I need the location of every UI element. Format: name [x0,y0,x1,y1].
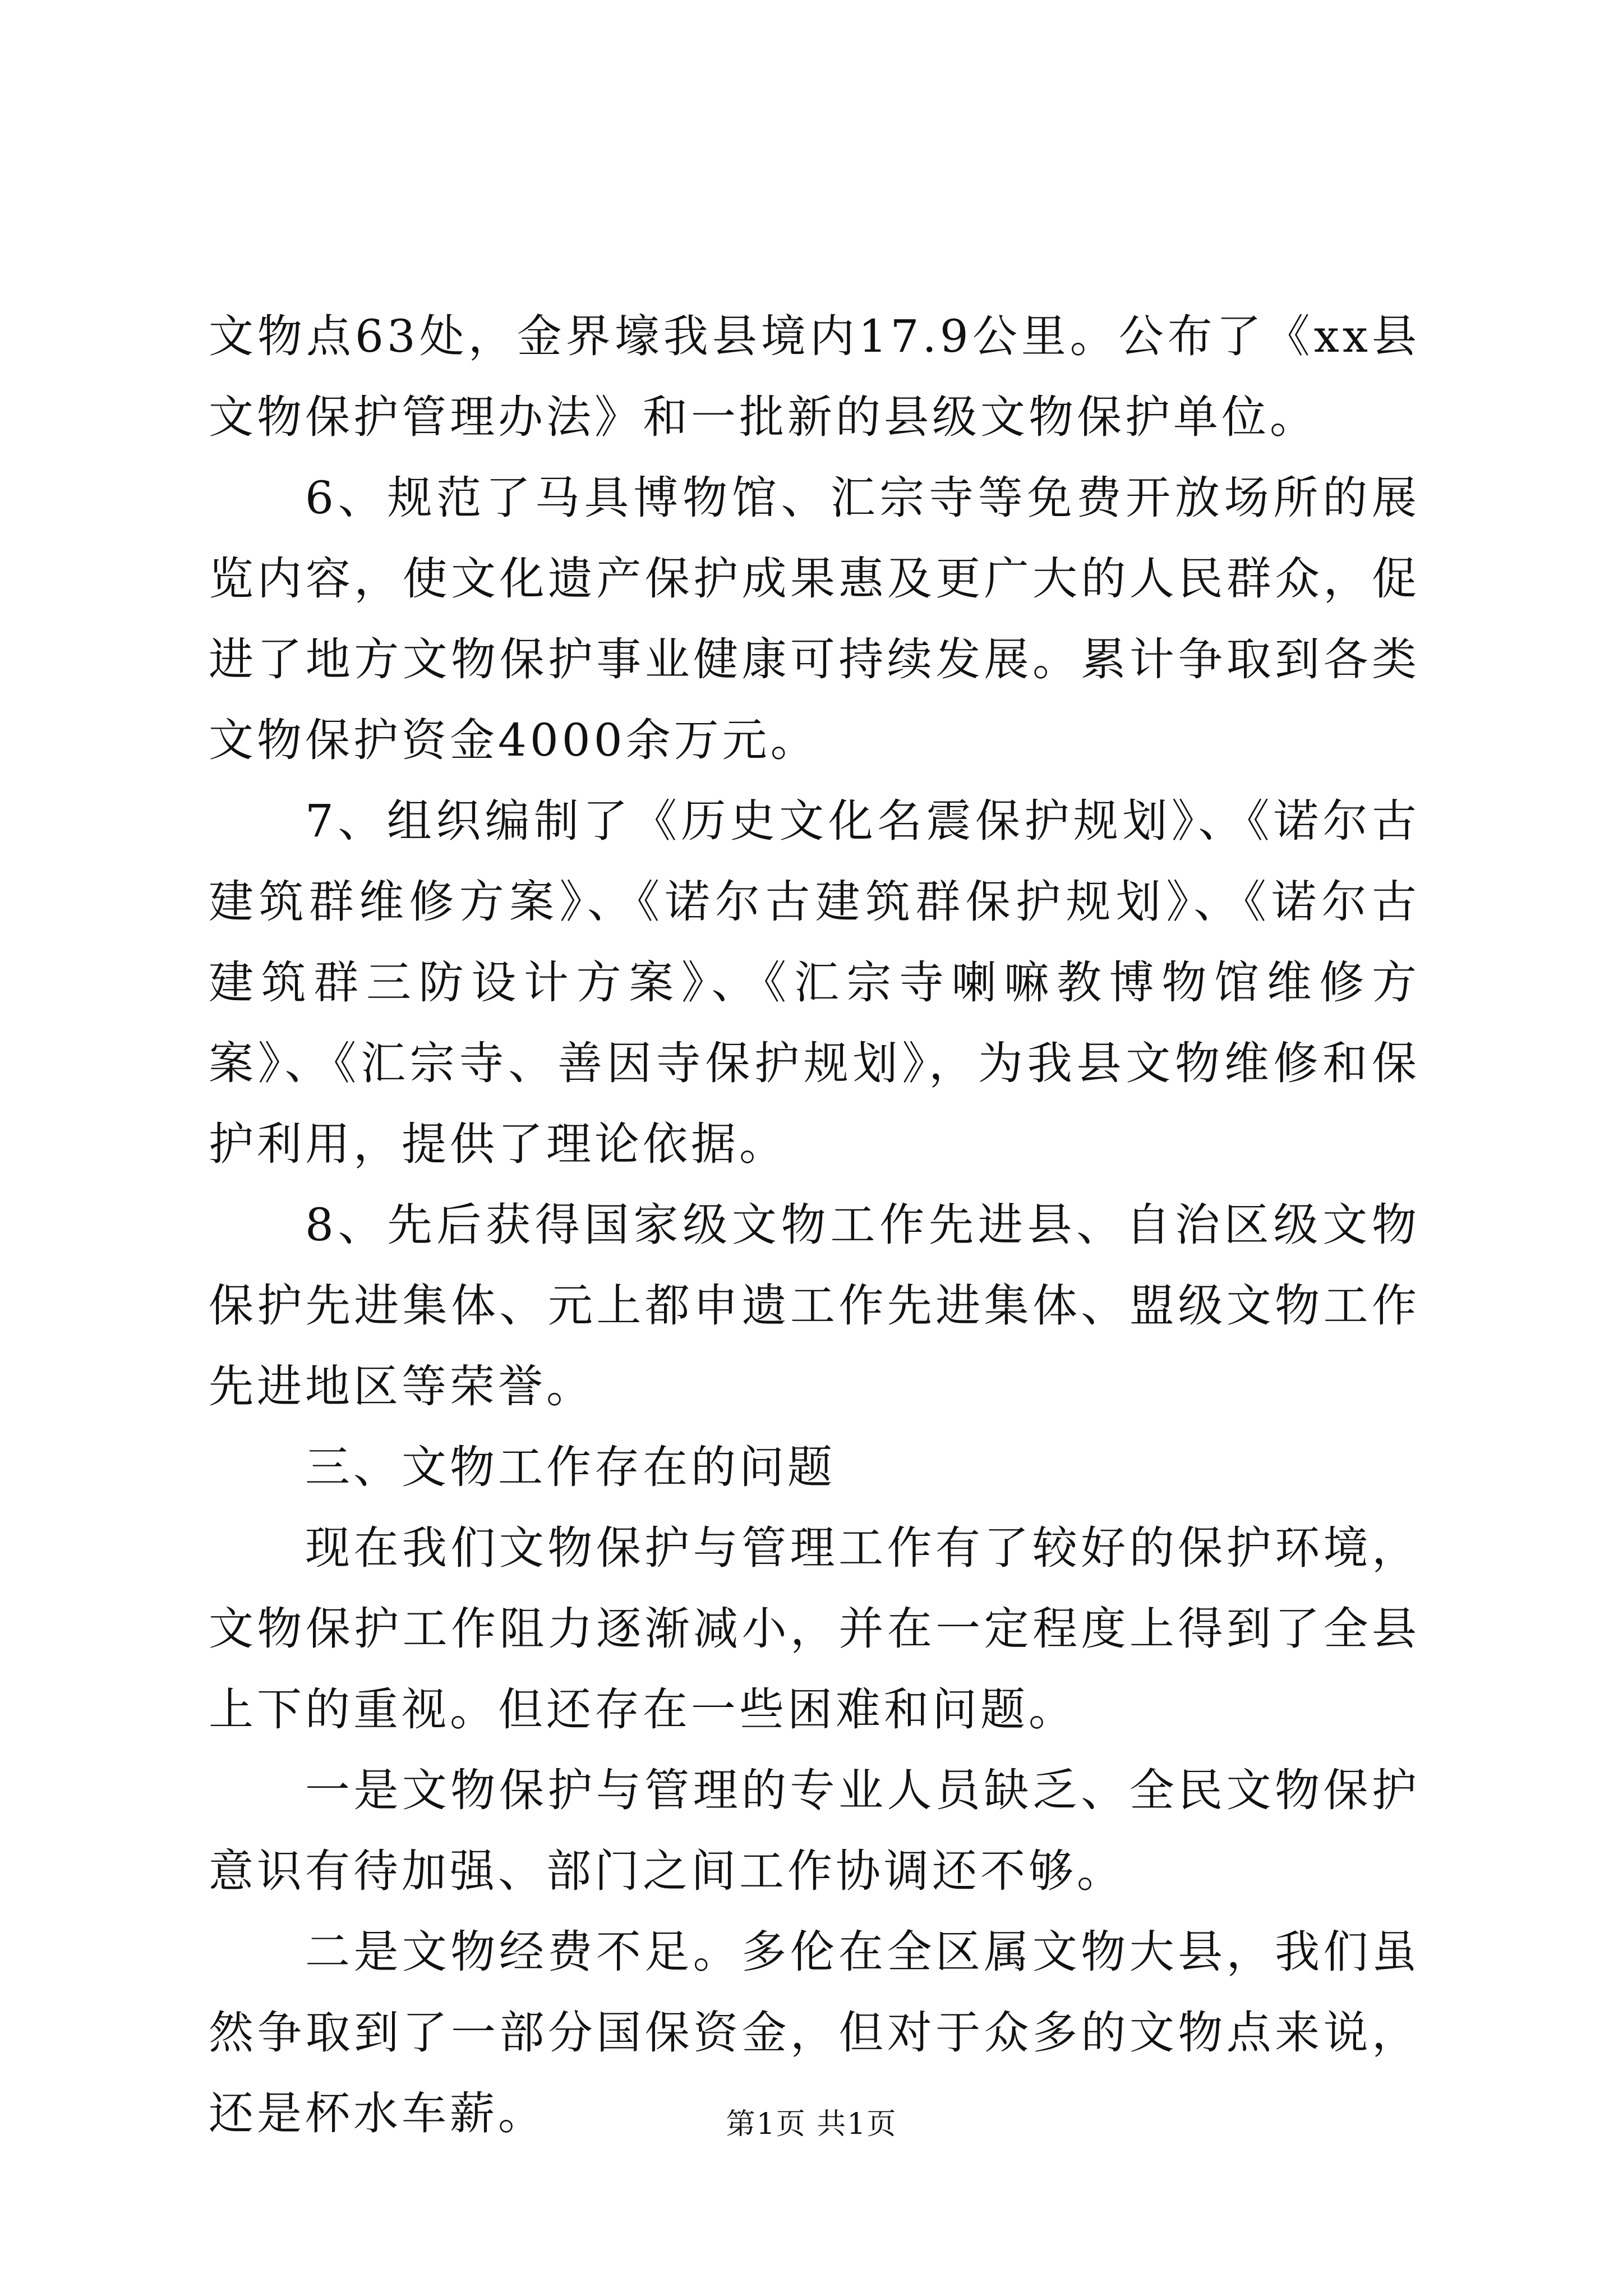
paragraph-continuation: 文物点63处，金界壕我县境内17.9公里。公布了《xx县文物保护管理办法》和一批新的县级文物保护单位。 [209,310,1420,443]
page-footer: 第1页 共1页 [726,2108,897,2141]
paragraph-problem-1: 一是文物保护与管理的专业人员缺乏、全民文物保护意识有待加强、部门之间工作协调还不够。 [209,1764,1420,1897]
paragraph-item-7: 7、组织编制了《历史文化名震保护规划》、《诺尔古建筑群维修方案》、《诺尔古建筑群保护规划》、《诺尔古建筑群三防设计方案》、《汇宗寺喇嘛教博物馆维修方案》、《汇宗寺、善因寺保护规划》，为我县文物维修和保护利用，提供了理论依据。 [209,795,1420,1170]
paragraph-intro: 现在我们文物保护与管理工作有了较好的保护环境，文物保护工作阻力逐渐减小，并在一定程度上得到了全县上下的重视。但还存在一些困难和问题。 [209,1522,1420,1736]
paragraph-problem-2: 二是文物经费不足。多伦在全区属文物大县，我们虽然争取到了一部分国保资金，但对于众多的文物点来说，还是杯水车薪。 [209,1926,1420,2139]
paragraph-item-8: 8、先后获得国家级文物工作先进县、自治区级文物保护先进集体、元上都申遗工作先进集体、盟级文物工作先进地区等荣誉。 [209,1199,1420,1412]
paragraph-item-6: 6、规范了马具博物馆、汇宗寺等免费开放场所的展览内容，使文化遗产保护成果惠及更广大的人民群众，促进了地方文物保护事业健康可持续发展。累计争取到各类文物保护资金4000余万元。 [209,472,1420,766]
section-heading: 三、文物工作存在的问题 [305,1441,836,1493]
document-body [209,296,1420,2154]
